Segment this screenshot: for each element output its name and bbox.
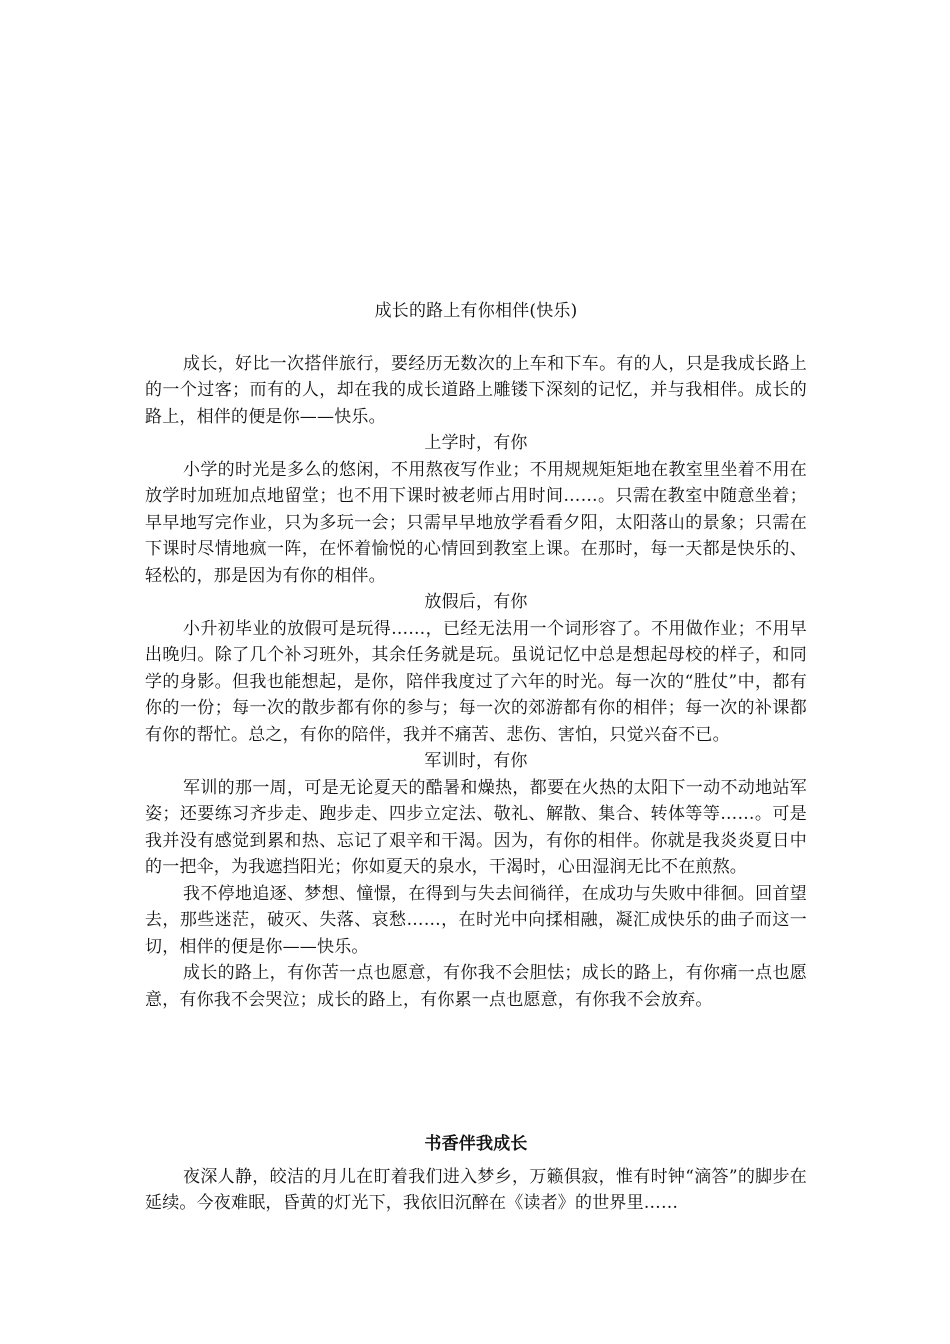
section-heading-military-training: 军训时，有你 (424, 751, 528, 771)
essay-growth-with-joy (145, 298, 807, 1013)
section-heading-vacation: 放假后，有你 (424, 592, 528, 612)
section-paragraph-military-training: 军训的那一周，可是无论夏天的酷暑和燥热，都要在火热的太阳下一动不动地站军姿；还要练习齐步走、跑步走、四步立定法、敬礼、解散、集合、转体等等……。可是我并没有感觉到累和热、忘记了艰辛和干渴。因为，有你的相伴。你就是我炎炎夏日中的一把伞，为我遮挡阳光；你如夏天的泉水，干渴时，心田湿润无比不在煎熬。 (145, 777, 807, 877)
essay-title: 书香伴我成长 (424, 1134, 528, 1154)
closing-paragraph-2: 成长的路上，有你苦一点也愿意，有你我不会胆怯；成长的路上，有你痛一点也愿意，有你我不会哭泣；成长的路上，有你累一点也愿意，有你我不会放弃。 (145, 963, 807, 1010)
essay-books-accompany-growth (145, 1131, 807, 1217)
closing-paragraph-1: 我不停地追逐、梦想、憧憬，在得到与失去间徜徉，在成功与失败中徘徊。回首望去，那些迷茫，破灭、失落、哀愁……，在时光中向揉相融，凝汇成快乐的曲子而这一切，相伴的便是你——快乐。 (145, 883, 807, 957)
section-paragraph-vacation: 小升初毕业的放假可是玩得……，已经无法用一个词形容了。不用做作业；不用早出晚归。除了几个补习班外，其余任务就是玩。虽说记忆中总是想起母校的样子，和同学的身影。但我也能想起，是你，陪伴我度过了六年的时光。每一次的“胜仗”中，都有你的一份；每一次的散步都有你的参与；每一次的郊游都有你的相伴；每一次的补课都有你的帮忙。总之，有你的陪伴，我并不痛苦、悲伤、害怕，只觉兴奋不已。 (145, 618, 807, 745)
section-paragraph-school: 小学的时光是多么的悠闲，不用熬夜写作业；不用规规矩矩地在教室里坐着不用在放学时加班加点地留堂；也不用下课时被老师占用时间……。只需在教室中随意坐着；早早地写完作业，只为多玩一会；只需早早地放学看看夕阳，太阳落山的景象；只需在下课时尽情地疯一阵，在怀着愉悦的心情回到教室上课。在那时，每一天都是快乐的、轻松的，那是因为有你的相伴。 (145, 459, 807, 586)
section-heading-school: 上学时，有你 (424, 433, 528, 453)
essay-title: 成长的路上有你相伴(快乐) (374, 301, 578, 321)
intro-paragraph: 夜深人静，皎洁的月儿在盯着我们进入梦乡，万籁俱寂，惟有时钟“滴答”的脚步在延续。今夜难眠，昏黄的灯光下，我依旧沉醉在《读者》的世界里…… (145, 1166, 807, 1213)
intro-paragraph: 成长，好比一次搭伴旅行，要经历无数次的上车和下车。有的人，只是我成长路上的一个过客；而有的人，却在我的成长道路上雕镂下深刻的记忆，并与我相伴。成长的路上，相伴的便是你——快乐。 (145, 353, 807, 427)
